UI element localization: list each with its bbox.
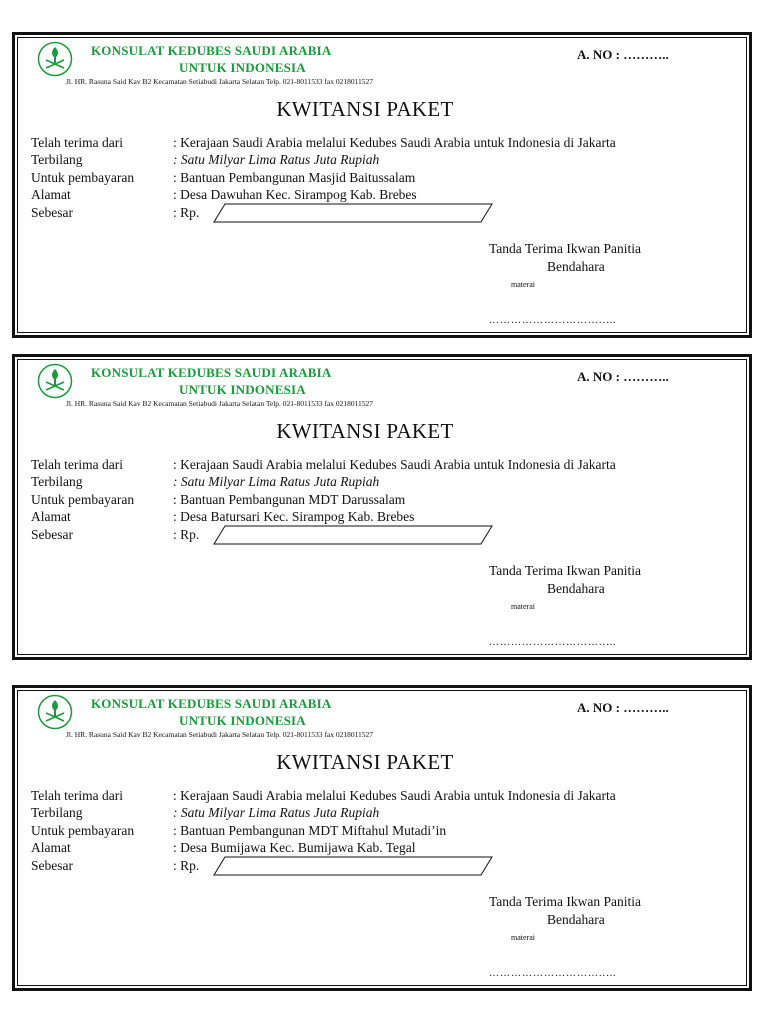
receipt-number: A. NO : ……….. xyxy=(577,700,669,715)
org-name-line1: KONSULAT KEDUBES SAUDI ARABIA xyxy=(91,365,332,380)
signature-line: …………………………..… xyxy=(489,315,617,326)
field-value: : Desa Dawuhan Kec. Sirampog Kab. Brebes xyxy=(173,187,417,202)
field-value: : Satu Milyar Lima Ratus Juta Rupiah xyxy=(173,474,380,489)
signature-role: Bendahara xyxy=(547,581,605,596)
field-address xyxy=(31,509,414,525)
field-value: : Rp. xyxy=(173,858,200,873)
saudi-emblem-icon xyxy=(37,363,73,399)
field-label: Terbilang xyxy=(31,474,83,489)
field-label: Telah terima dari xyxy=(31,135,124,150)
field-received-from xyxy=(31,788,616,804)
org-name-line1: KONSULAT KEDUBES SAUDI ARABIA xyxy=(91,43,332,58)
org-address: Jl. HR. Rasuna Said Kav B2 Kecamatan Setiabudi Jakarta Selatan Telp. 021-8011533 fax 0218011527 xyxy=(66,77,374,86)
signature-role: Bendahara xyxy=(547,259,605,274)
field-value: : Rp. xyxy=(173,205,200,220)
org-name-line2: UNTUK INDONESIA xyxy=(179,713,306,728)
stamp-label: materai xyxy=(511,602,535,611)
field-value: : Bantuan Pembangunan Masjid Baitussalam xyxy=(173,170,416,185)
field-value: : Bantuan Pembangunan MDT Miftahul Mutadi’in xyxy=(173,823,447,838)
org-address: Jl. HR. Rasuna Said Kav B2 Kecamatan Setiabudi Jakarta Selatan Telp. 021-8011533 fax 0218011527 xyxy=(66,730,374,739)
field-label: Untuk pembayaran xyxy=(31,492,135,507)
field-payment-for xyxy=(31,170,415,186)
field-value: : Desa Batursari Kec. Sirampog Kab. Brebes xyxy=(173,509,415,524)
field-value: : Kerajaan Saudi Arabia melalui Kedubes Saudi Arabia untuk Indonesia di Jakarta xyxy=(173,788,616,803)
field-received-from xyxy=(31,135,616,151)
field-payment-for xyxy=(31,823,446,839)
field-label: Terbilang xyxy=(31,805,83,820)
signature-title: Tanda Terima Ikwan Panitia xyxy=(489,894,641,909)
org-name-line2: UNTUK INDONESIA xyxy=(179,382,306,397)
org-address: Jl. HR. Rasuna Said Kav B2 Kecamatan Setiabudi Jakarta Selatan Telp. 021-8011533 fax 0218011527 xyxy=(66,399,374,408)
signature-role: Bendahara xyxy=(547,912,605,927)
signature-line: …………………………..… xyxy=(489,968,617,979)
field-value: : Rp. xyxy=(173,527,200,542)
field-label: Terbilang xyxy=(31,152,83,167)
field-payment-for xyxy=(31,492,405,508)
receipt-title: KWITANSI PAKET xyxy=(276,419,454,443)
amount-box xyxy=(213,856,493,876)
field-value: : Kerajaan Saudi Arabia melalui Kedubes Saudi Arabia untuk Indonesia di Jakarta xyxy=(173,135,616,150)
field-label: Alamat xyxy=(31,187,71,202)
field-label: Untuk pembayaran xyxy=(31,823,135,838)
field-received-from xyxy=(31,457,616,473)
saudi-emblem-icon xyxy=(37,694,73,730)
field-label: Sebesar xyxy=(31,527,73,542)
field-label: Telah terima dari xyxy=(31,788,124,803)
field-amount xyxy=(31,858,199,874)
org-name-line1: KONSULAT KEDUBES SAUDI ARABIA xyxy=(91,696,332,711)
field-value: : Satu Milyar Lima Ratus Juta Rupiah xyxy=(173,152,380,167)
field-label: Alamat xyxy=(31,840,71,855)
receipt-number: A. NO : ……….. xyxy=(577,47,669,62)
signature-line: …………………………..… xyxy=(489,637,617,648)
field-address xyxy=(31,187,417,203)
receipt-1 xyxy=(12,32,752,338)
amount-box xyxy=(213,525,493,545)
field-amount-in-words xyxy=(31,805,379,821)
field-label: Telah terima dari xyxy=(31,457,124,472)
field-value: : Satu Milyar Lima Ratus Juta Rupiah xyxy=(173,805,380,820)
saudi-emblem-icon xyxy=(37,41,73,77)
stamp-label: materai xyxy=(511,280,535,289)
field-value: : Kerajaan Saudi Arabia melalui Kedubes Saudi Arabia untuk Indonesia di Jakarta xyxy=(173,457,616,472)
field-amount xyxy=(31,527,199,543)
signature-title: Tanda Terima Ikwan Panitia xyxy=(489,563,641,578)
receipt-2 xyxy=(12,354,752,660)
field-label: Alamat xyxy=(31,509,71,524)
receipt-number: A. NO : ……….. xyxy=(577,369,669,384)
field-amount xyxy=(31,205,199,221)
org-name-line2: UNTUK INDONESIA xyxy=(179,60,306,75)
field-label: Sebesar xyxy=(31,205,73,220)
stamp-label: materai xyxy=(511,933,535,942)
field-label: Sebesar xyxy=(31,858,73,873)
amount-box xyxy=(213,203,493,223)
receipt-3 xyxy=(12,685,752,991)
field-label: Untuk pembayaran xyxy=(31,170,135,185)
receipt-title: KWITANSI PAKET xyxy=(276,97,454,121)
field-amount-in-words xyxy=(31,152,379,168)
field-value: : Bantuan Pembangunan MDT Darussalam xyxy=(173,492,406,507)
receipt-title: KWITANSI PAKET xyxy=(276,750,454,774)
field-address xyxy=(31,840,416,856)
field-value: : Desa Bumijawa Kec. Bumijawa Kab. Tegal xyxy=(173,840,416,855)
signature-title: Tanda Terima Ikwan Panitia xyxy=(489,241,641,256)
field-amount-in-words xyxy=(31,474,379,490)
